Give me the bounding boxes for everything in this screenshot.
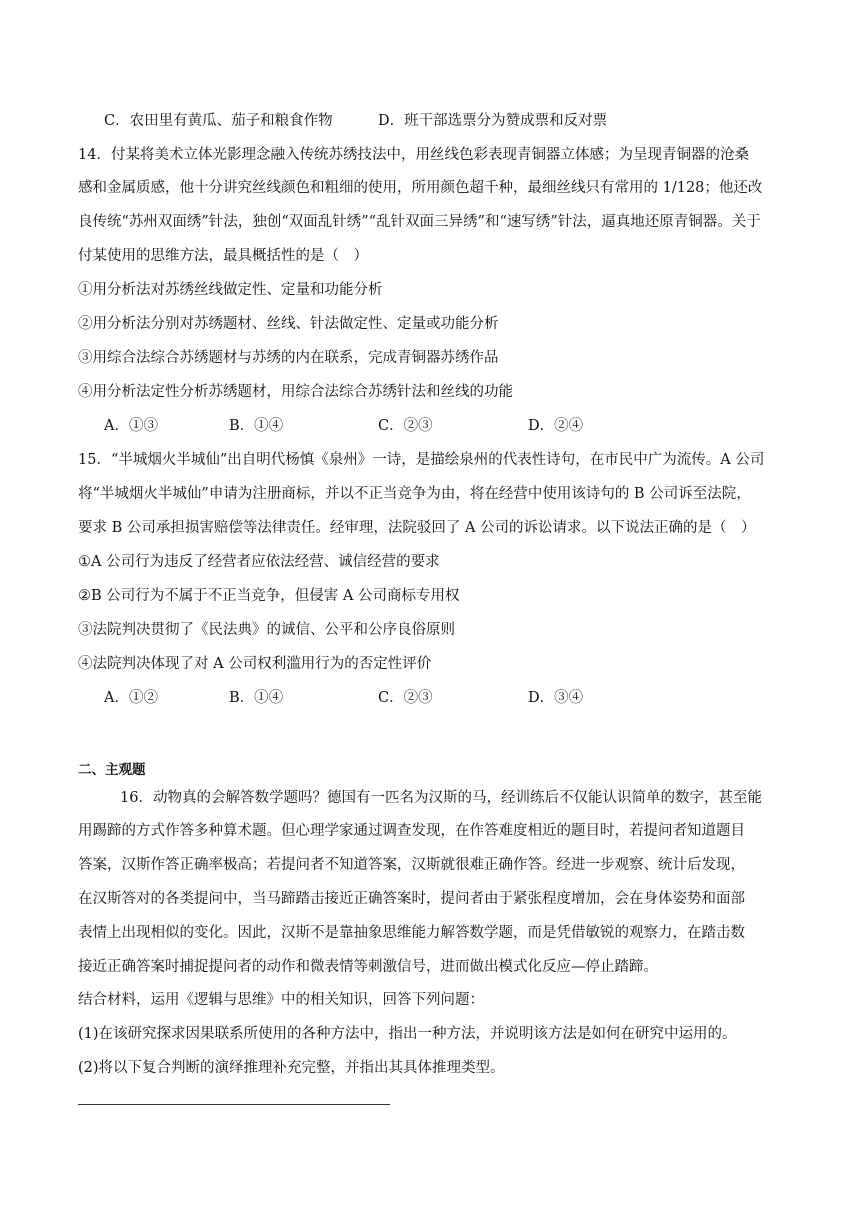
q14-stem-line-4: 付某使用的思维方法，最具概括性的是（ ） xyxy=(78,248,368,264)
q15-option-b: B．①④ xyxy=(229,690,284,706)
q16-material-line-6: 接近正确答案时捕捉提问者的动作和微表情等刺激信号，进而做出模式化反应—停止踏蹄。 xyxy=(78,959,658,975)
q14-stem-line-1: 14．付某将美术立体光影理念融入传统苏绣技法中，用丝线色彩表现青铜器立体感；为呈现青铜器的沧桑 xyxy=(78,147,749,163)
q14-option-c: C．②③ xyxy=(378,418,433,434)
q14-stem-line-2: 感和金属质感，他十分讲究丝线颜色和粗细的使用，所用颜色超千种，最细丝线只有常用的 1/128；他还改 xyxy=(78,180,763,196)
q14-item-4: ④用分析法定性分析苏绣题材，用综合法综合苏绣针法和丝线的功能 xyxy=(78,384,513,400)
q15-option-a: A．①② xyxy=(104,690,158,706)
q13-option-c: C．农田里有黄瓜、茄子和粮食作物 xyxy=(104,113,333,129)
q16-instruction: 结合材料，运用《逻辑与思维》中的相关知识，回答下列问题： xyxy=(78,992,484,1008)
q15-option-d: D．③④ xyxy=(528,690,584,706)
section-heading: 二、主观题 xyxy=(78,762,146,778)
q14-item-1: ①用分析法对苏绣丝线做定性、定量和功能分析 xyxy=(78,282,383,298)
q16-sub-question-2: (2)将以下复合判断的演绎推理补充完整，并指出其具体推理类型。 xyxy=(78,1060,505,1076)
q15-stem-line-2: 将“半城烟火半城仙”申请为注册商标，并以不正当竞争为由，将在经营中使用该诗句的 B 公司诉至法院， xyxy=(78,486,751,502)
q14-item-2: ②用分析法分别对苏绣题材、丝线、针法做定性、定量或功能分析 xyxy=(78,316,499,332)
q16-material-line-1: 16．动物真的会解答数学题吗？德国有一匹名为汉斯的马，经训练后不仅能认识简单的数字，甚至能 xyxy=(120,790,762,806)
q16-sub-question-1: (1)在该研究探求因果联系所使用的各种方法中，指出一种方法，并说明该方法是如何在研究中运用的。 xyxy=(78,1026,737,1042)
q14-option-d: D．②④ xyxy=(528,418,584,434)
q15-item-3: ③法院判决贯彻了《民法典》的诚信、公平和公序良俗原则 xyxy=(78,622,455,638)
q14-option-a: A．①③ xyxy=(104,418,158,434)
footnote-divider xyxy=(78,1104,390,1105)
q16-material-line-3: 答案，汉斯作答正确率极高；若提问者不知道答案，汉斯就很难正确作答。经进一步观察、统计后发现， xyxy=(78,857,745,873)
q16-material-line-5: 表情上出现相似的变化。因此，汉斯不是靠抽象思维能力解答数学题，而是凭借敏锐的观察力，在踏击数 xyxy=(78,925,745,941)
q14-item-3: ③用综合法综合苏绣题材与苏绣的内在联系，完成青铜器苏绣作品 xyxy=(78,350,499,366)
q15-item-4: ④法院判决体现了对 A 公司权利滥用行为的否定性评价 xyxy=(78,656,432,672)
q15-option-c: C．②③ xyxy=(378,690,433,706)
q16-material-line-2: 用踢蹄的方式作答多种算术题。但心理学家通过调查发现，在作答难度相近的题目时，若提问者知道题目 xyxy=(78,823,745,839)
q15-item-1: ①A 公司行为违反了经营者应依法经营、诚信经营的要求 xyxy=(78,554,440,570)
q14-option-b: B．①④ xyxy=(229,418,284,434)
q15-stem-line-3: 要求 B 公司承担损害赔偿等法律责任。经审理，法院驳回了 A 公司的诉讼请求。以下说法正确的是（ ） xyxy=(78,520,756,536)
q14-stem-line-3: 良传统“苏州双面绣”针法，独创“双面乱针绣”“乱针双面三异绣”和“速写绣”针法，逼真地还原青铜器。关于 xyxy=(78,214,761,230)
q15-item-2: ②B 公司行为不属于不正当竞争，但侵害 A 公司商标专用权 xyxy=(78,588,460,604)
q15-stem-line-1: 15．“半城烟火半城仙”出自明代杨慎《泉州》一诗，是描绘泉州的代表性诗句，在市民中广为流传。A 公司 xyxy=(78,452,765,468)
q13-option-d: D．班干部选票分为赞成票和反对票 xyxy=(378,113,608,129)
q16-material-line-4: 在汉斯答对的各类提问中，当马蹄踏击接近正确答案时，提问者由于紧张程度增加，会在身体姿势和面部 xyxy=(78,891,745,907)
